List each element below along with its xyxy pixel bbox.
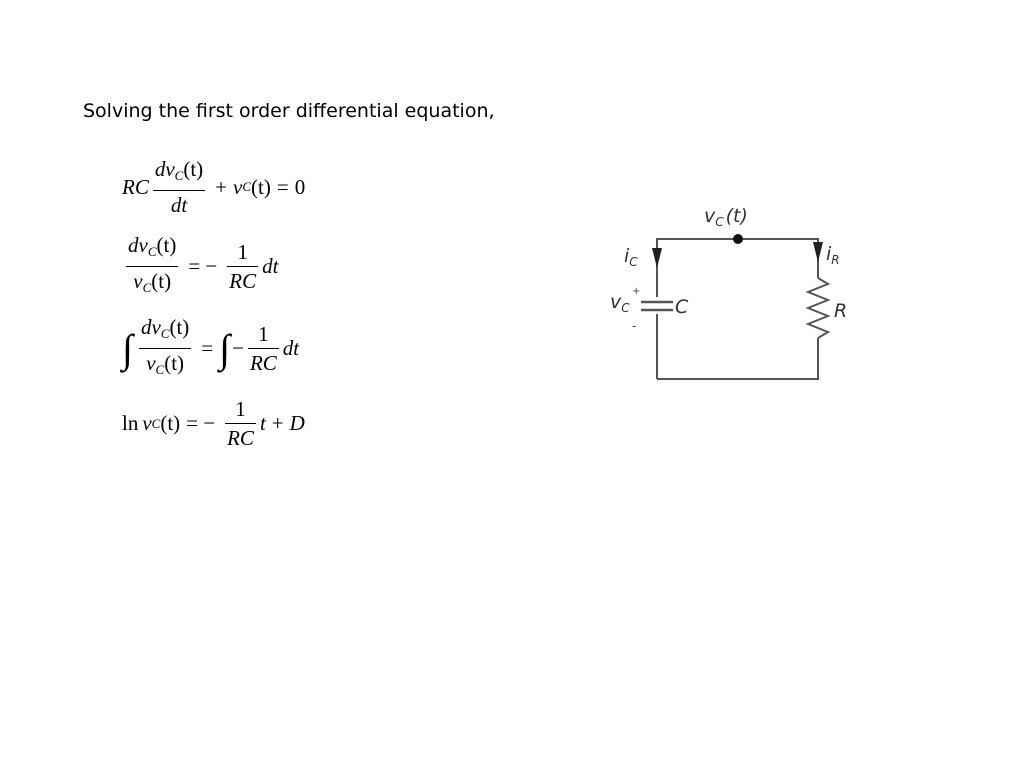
- eq2-dt: dt: [262, 254, 279, 278]
- eq1-sub: C: [174, 168, 184, 183]
- eq3-dt: dt: [282, 336, 300, 360]
- eq4-plus: +: [271, 411, 284, 435]
- integral-sign: ∫: [219, 325, 231, 371]
- eq2-v: v: [133, 269, 143, 293]
- eq1-arg: (t): [183, 157, 204, 181]
- eq3-fraction-left: [139, 316, 191, 381]
- eq1-fraction: [153, 158, 205, 216]
- eq3-denominator: [144, 349, 186, 381]
- resistor-label: R: [834, 300, 848, 322]
- eq1-denominator: [169, 191, 189, 216]
- vc-label: $v_C$: [610, 291, 630, 315]
- eq3-v: v: [146, 351, 156, 375]
- eq3-fraction-right: [248, 323, 279, 374]
- eq3-minus: −: [232, 336, 244, 360]
- eq1-zero: 0: [294, 174, 306, 199]
- node-voltage-label: $v_C$ (t): [704, 205, 748, 229]
- eq3-v-sub: C: [155, 362, 165, 377]
- ir-label: $i_R$: [826, 243, 840, 267]
- eq1-rc: RC: [122, 174, 149, 199]
- eq4-fraction: [225, 398, 256, 449]
- eq3-dv: dv: [140, 315, 161, 339]
- eq4-ln: ln: [122, 411, 139, 435]
- eq1-dt: dt: [170, 193, 188, 217]
- eq4-v: v: [142, 411, 152, 435]
- capacitor-label: C: [675, 296, 689, 318]
- eq3-v-arg: (t): [164, 351, 185, 375]
- eq4-rc: RC: [227, 426, 254, 450]
- eq3-arg: (t): [169, 315, 190, 339]
- equation-3: [122, 316, 299, 381]
- eq3-sub: C: [160, 326, 170, 341]
- eq1-v: v: [233, 174, 243, 199]
- eq1-equals: =: [276, 174, 289, 199]
- eq3-rc: RC: [249, 351, 277, 375]
- eq2-one: 1: [237, 240, 248, 264]
- equation-4: [122, 398, 305, 449]
- resistor-zigzag: [808, 278, 828, 338]
- ic-arrow-icon: [652, 248, 662, 268]
- slide-heading: Solving the first order differential equation,: [83, 100, 495, 122]
- eq1-dv: dv: [154, 157, 175, 181]
- eq3-numerator: [139, 316, 191, 348]
- eq1-v-arg: (t): [251, 174, 271, 199]
- eq1-numerator: [153, 158, 205, 190]
- rc-circuit-diagram: [600, 190, 870, 390]
- eq2-dv: dv: [128, 233, 148, 257]
- ir-arrow-icon: [813, 242, 823, 262]
- eq3-equals: =: [201, 336, 214, 360]
- eq2-denominator: [131, 267, 173, 299]
- eq4-one: 1: [235, 397, 246, 421]
- eq2-equals: = −: [188, 254, 218, 278]
- equation-2: [122, 234, 278, 299]
- node-dot: [733, 234, 743, 244]
- vc-plus-sign: +: [632, 286, 641, 297]
- eq4-d: D: [289, 411, 305, 435]
- eq2-arg: (t): [156, 233, 177, 257]
- eq2-fraction-left: [126, 234, 178, 299]
- eq1-plus: +: [215, 174, 228, 199]
- vc-minus-sign: -: [632, 319, 637, 333]
- eq4-equals: = −: [186, 411, 216, 435]
- equation-1: [122, 158, 305, 216]
- eq2-fraction-right: [227, 241, 258, 292]
- eq2-sub: C: [147, 244, 157, 259]
- integral-sign: ∫: [122, 325, 133, 371]
- eq2-v-sub: C: [142, 280, 152, 295]
- eq2-numerator: [126, 234, 178, 266]
- eq4-sub: C: [151, 415, 161, 431]
- eq4-t: t: [259, 411, 266, 435]
- ic-label: $i_C$: [624, 245, 638, 269]
- eq1-v-sub: C: [242, 179, 252, 194]
- circuit-wire-left: [657, 239, 818, 297]
- eq2-v-arg: (t): [151, 269, 172, 293]
- eq2-rc: RC: [229, 269, 257, 293]
- circuit-wire-bottom: [657, 338, 818, 379]
- eq4-arg: (t): [160, 411, 181, 435]
- eq3-one: 1: [258, 322, 269, 346]
